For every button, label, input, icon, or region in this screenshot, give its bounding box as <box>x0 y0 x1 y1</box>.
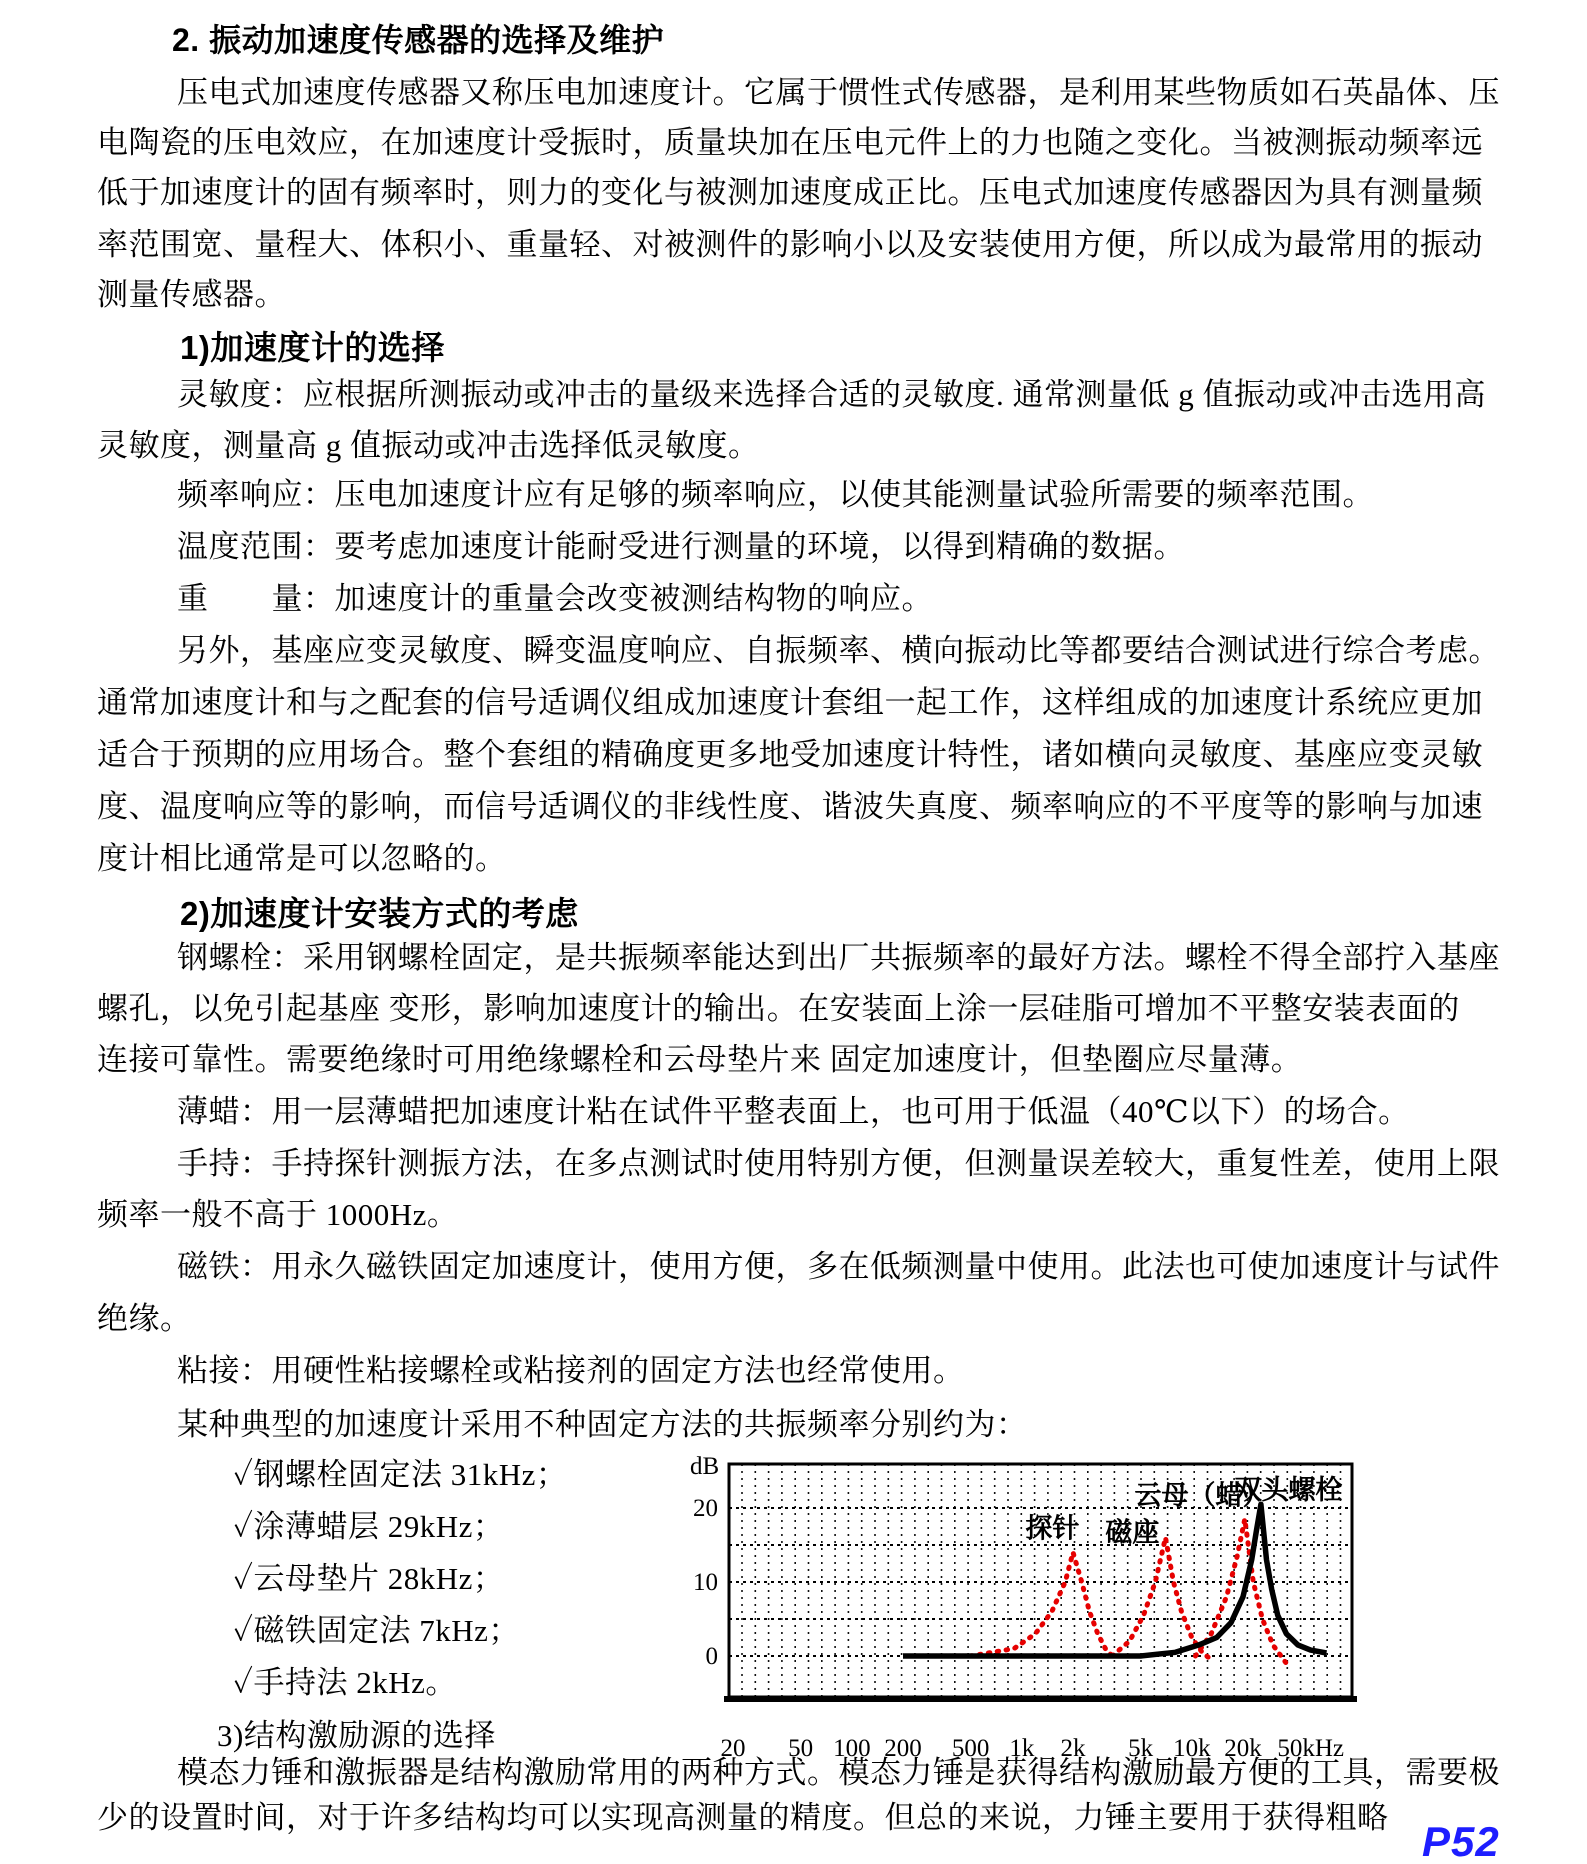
y-tick-label: 20 <box>693 1495 718 1522</box>
section-heading-2: 2)加速度计安装方式的考虑 <box>180 895 579 932</box>
doc-line: 频率响应：压电加速度计应有足够的频率响应，以使其能测量试验所需要的频率范围。 <box>177 477 1374 512</box>
curve-label-磁座: 磁座 <box>1105 1517 1160 1548</box>
doc-line: 模态力锤和激振器是结构激励常用的两种方式。模态力锤是获得结构激励最方便的工具，需要极 <box>177 1755 1500 1790</box>
checklist-item: ✓磁铁固定法 7kHz； <box>233 1613 520 1648</box>
doc-line: 测量传感器。 <box>97 277 286 312</box>
checklist-item: ✓云母垫片 28kHz； <box>233 1561 505 1596</box>
x-tick-label: 200 <box>884 1735 922 1762</box>
curve-label-双头螺栓: 双头螺栓 <box>1234 1475 1343 1506</box>
x-tick-label: 2k <box>1060 1735 1086 1762</box>
doc-line: 螺孔，以免引起基座 变形，影响加速度计的输出。在安装面上涂一层硅脂可增加不平整安装表面的 <box>97 991 1460 1026</box>
section-heading-3: 3)结构激励源的选择 <box>217 1718 496 1753</box>
x-tick-label: 5k <box>1128 1735 1154 1762</box>
doc-line: 重 量：加速度计的重量会改变被测结构物的响应。 <box>177 581 933 616</box>
section-heading-1: 1)加速度计的选择 <box>180 329 445 366</box>
resonance-chart-svg <box>680 1440 1440 1780</box>
doc-line: 某种典型的加速度计采用不种固定方法的共振频率分别约为： <box>177 1407 1028 1442</box>
doc-line: 度计相比通常是可以忽略的。 <box>97 841 507 876</box>
doc-line: 灵敏度：应根据所测振动或冲击的量级来选择合适的灵敏度. 通常测量低 g 值振动或冲击选用高 <box>177 377 1486 412</box>
x-tick-label: 20 <box>720 1735 746 1762</box>
doc-line: 钢螺栓：采用钢螺栓固定，是共振频率能达到出厂共振频率的最好方法。螺栓不得全部拧入基座 <box>177 940 1500 975</box>
x-tick-label: 20k <box>1224 1735 1262 1762</box>
doc-line: 薄蜡：用一层薄蜡把加速度计粘在试件平整表面上，也可用于低温（40℃以下）的场合。 <box>177 1094 1410 1129</box>
x-tick-label: 100 <box>833 1735 871 1762</box>
y-tick-label: 0 <box>705 1643 718 1670</box>
doc-line: 电陶瓷的压电效应，在加速度计受振时，质量块加在压电元件上的力也随之变化。当被测振动频率远 <box>97 125 1483 160</box>
doc-title: 2. 振动加速度传感器的选择及维护 <box>172 22 665 58</box>
doc-line: 连接可靠性。需要绝缘时可用绝缘螺栓和云母垫片来 固定加速度计，但垫圈应尽量薄。 <box>97 1042 1303 1077</box>
doc-line: 绝缘。 <box>97 1301 192 1336</box>
doc-line: 适合于预期的应用场合。整个套组的精确度更多地受加速度计特性，诸如横向灵敏度、基座应变灵敏 <box>97 737 1483 772</box>
x-tick-label: 50kHz <box>1277 1735 1344 1762</box>
curve-探针 <box>971 1552 1113 1656</box>
doc-line: 磁铁：用永久磁铁固定加速度计，使用方便，多在低频测量中使用。此法也可使加速度计与试件 <box>177 1249 1500 1284</box>
x-tick-label: 500 <box>951 1735 990 1762</box>
doc-line: 手持：手持探针测振方法，在多点测试时使用特别方便，但测量误差较大，重复性差，使用上限 <box>177 1146 1500 1181</box>
y-axis-unit: dB <box>690 1453 720 1480</box>
doc-line: 粘接：用硬性粘接螺栓或粘接剂的固定方法也经常使用。 <box>177 1353 965 1388</box>
doc-line: 温度范围：要考虑加速度计能耐受进行测量的环境，以得到精确的数据。 <box>177 529 1185 564</box>
checklist-item: ✓手持法 2kHz。 <box>233 1665 457 1700</box>
curve-label-云母（蜡）: 云母（蜡） <box>1134 1480 1270 1511</box>
resonance-frequency-chart <box>680 1440 1440 1780</box>
doc-line: 频率一般不高于 1000Hz。 <box>97 1197 459 1232</box>
y-tick-label: 10 <box>693 1569 718 1596</box>
doc-line: 压电式加速度传感器又称压电加速度计。它属于惯性式传感器，是利用某些物质如石英晶体、压 <box>177 75 1500 110</box>
x-tick-label: 10k <box>1173 1735 1211 1762</box>
page-number: P52 <box>1422 1818 1500 1864</box>
x-tick-label: 1k <box>1009 1735 1035 1762</box>
doc-line: 灵敏度，测量高 g 值振动或冲击选择低灵敏度。 <box>97 428 760 463</box>
doc-line: 另外，基座应变灵敏度、瞬变温度响应、自振频率、横向振动比等都要结合测试进行综合考虑。 <box>177 633 1500 668</box>
doc-line: 少的设置时间，对于许多结构均可以实现高测量的精度。但总的来说，力锤主要用于获得粗略 <box>97 1800 1389 1835</box>
doc-line: 率范围宽、量程大、体积小、重量轻、对被测件的影响小以及安装使用方便，所以成为最常用的振动 <box>97 227 1483 262</box>
checklist-item: ✓涂薄蜡层 29kHz； <box>233 1509 505 1544</box>
checklist-item: ✓钢螺栓固定法 31kHz； <box>233 1457 568 1492</box>
curve-label-探针: 探针 <box>1025 1513 1080 1544</box>
doc-line: 低于加速度计的固有频率时，则力的变化与被测加速度成正比。压电式加速度传感器因为具有测量频 <box>97 175 1483 210</box>
doc-line: 度、温度响应等的影响，而信号适调仪的非线性度、谐波失真度、频率响应的不平度等的影响与加速 <box>97 789 1483 824</box>
x-tick-label: 50 <box>788 1735 814 1762</box>
doc-line: 通常加速度计和与之配套的信号适调仪组成加速度计套组一起工作，这样组成的加速度计系统应更加 <box>97 685 1483 720</box>
